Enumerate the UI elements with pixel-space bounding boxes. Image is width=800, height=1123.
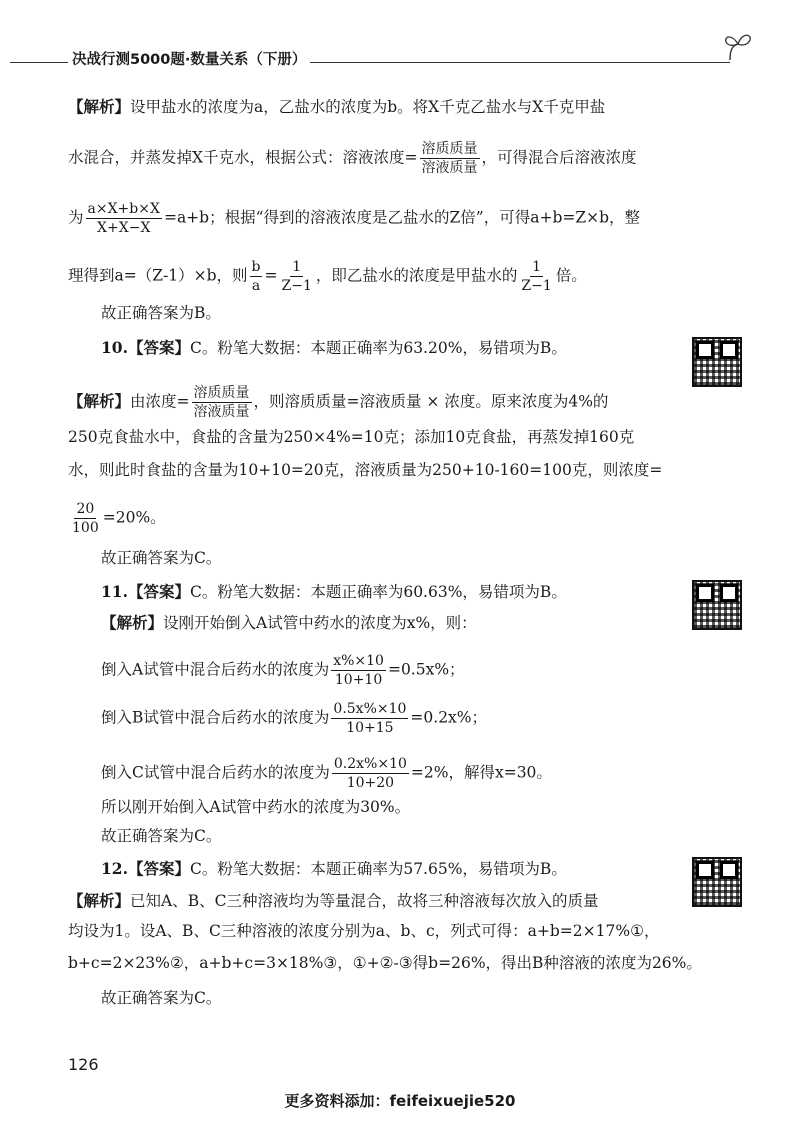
q9-conclusion: 故正确答案为B。: [101, 304, 221, 322]
text: =: [264, 266, 278, 285]
text: C。粉笔大数据：本题正确率为57.65%，易错项为B。: [189, 860, 567, 878]
numerator: 0.2x%×10: [333, 756, 407, 772]
q12-analysis-line-1: [68, 891, 598, 911]
header-rule-left: [10, 62, 68, 63]
q9-analysis-line-3: [68, 200, 640, 237]
text: ，可得混合后溶液浓度: [481, 148, 637, 167]
fraction: [420, 140, 480, 177]
text: =0.2x%；: [410, 708, 488, 727]
text: 已知A、B、C三种溶液均为等量混合，故将三种溶液每次放入的质量: [130, 892, 599, 910]
q10-conclusion: 故正确答案为C。: [101, 549, 222, 567]
numerator: 溶质质量: [421, 141, 478, 157]
fraction: [331, 652, 386, 689]
q11-step-b: [101, 700, 487, 737]
fraction: [192, 384, 252, 421]
text: 倒入C试管中混合后药水的浓度为: [101, 763, 330, 782]
text: C。粉笔大数据：本题正确率为63.20%，易错项为B。: [189, 339, 567, 357]
numerator: b: [251, 259, 261, 275]
fraction: [250, 258, 263, 295]
denominator: 10+10: [334, 672, 383, 688]
q11-step-c: [101, 755, 552, 792]
q11-answer: [101, 582, 567, 602]
text: 设刚开始倒入A试管中药水的浓度为x%，则：: [163, 614, 477, 632]
page-number: 126: [68, 1055, 99, 1074]
text: 倍。: [555, 266, 587, 285]
text: ，即乙盐水的浓度是甲盐水的: [315, 266, 518, 285]
running-header: 决战行测5000题·数量关系（下册）: [68, 48, 310, 69]
q11-conclusion: 故正确答案为C。: [101, 827, 222, 845]
numerator: 1: [292, 259, 302, 275]
q10-answer: [101, 338, 567, 358]
analysis-label: 【解析】: [68, 97, 131, 116]
q12-answer: [101, 859, 567, 879]
q9-analysis-line-2: [68, 140, 637, 177]
denominator: 10+15: [346, 720, 394, 736]
text: ，则溶质质量=溶液质量 × 浓度。原来浓度为4%的: [253, 392, 609, 411]
q10-analysis-line-2: 250克食盐水中，食盐的含量为250×4%=10克；添加10克食盐，再蒸发掉160克: [68, 428, 635, 446]
qr-code-icon[interactable]: [692, 337, 742, 387]
text: =2%，解得x=30。: [410, 763, 552, 782]
fraction: [519, 258, 553, 295]
fraction: [70, 500, 101, 537]
q9-analysis-line-4: [68, 258, 587, 295]
qr-code-icon[interactable]: [692, 580, 742, 630]
text: 倒入A试管中混合后药水的浓度为: [101, 660, 330, 679]
answer-label: 12.【答案】: [101, 859, 190, 878]
text: 由浓度=: [130, 392, 190, 411]
denominator: 10+20: [346, 775, 395, 791]
header-rule-right: [300, 62, 730, 63]
q10-analysis-line-1: [68, 384, 608, 421]
q12-analysis-line-3: b+c=2×23%②，a+b+c=3×18%③，①+②-③得b=26%，得出B种溶液的浓度为26%。: [68, 954, 702, 972]
q10-analysis-line-4: [68, 500, 166, 537]
fraction: [331, 700, 408, 737]
analysis-label: 【解析】: [101, 613, 164, 632]
qr-code-icon[interactable]: [692, 857, 742, 907]
fraction: [332, 755, 409, 792]
text: =0.5x%；: [387, 660, 465, 679]
answer-label: 11.【答案】: [101, 582, 190, 601]
denominator: a: [251, 278, 261, 294]
denominator: X+X−X: [97, 220, 151, 236]
footer-note: 更多资料添加：feifeixuejie520: [284, 1092, 516, 1110]
text: 倒入B试管中混合后药水的浓度为: [101, 708, 330, 727]
numerator: 溶质质量: [193, 385, 250, 401]
text: 理得到a=（Z-1）×b，则: [68, 266, 248, 285]
denominator: Z−1: [281, 278, 312, 294]
fraction: [86, 200, 162, 237]
q12-conclusion: 故正确答案为C。: [101, 989, 222, 1007]
fraction: [279, 258, 313, 295]
denominator: 溶液质量: [421, 160, 478, 176]
numerator: 1: [532, 259, 542, 275]
q11-result: 所以刚开始倒入A试管中药水的浓度为30%。: [101, 798, 411, 816]
text: 水混合，并蒸发掉X千克水，根据公式：溶液浓度=: [68, 148, 418, 167]
numerator: a×X+b×X: [87, 201, 160, 217]
answer-label: 10.【答案】: [101, 338, 190, 357]
text: =20%。: [102, 508, 166, 527]
text: 设甲盐水的浓度为a，乙盐水的浓度为b。将X千克乙盐水与X千克甲盐: [130, 98, 606, 116]
sprout-icon: [722, 30, 756, 62]
numerator: x%×10: [333, 653, 384, 669]
q9-analysis-line-1: [68, 97, 605, 117]
q10-analysis-line-3: 水，则此时食盐的含量为10+10=20克，溶液质量为250+10-160=100克，则浓度=: [68, 461, 663, 479]
denominator: Z−1: [521, 278, 552, 294]
q11-analysis-line-1: [101, 613, 477, 633]
numerator: 0.5x%×10: [333, 701, 407, 717]
analysis-label: 【解析】: [68, 391, 131, 411]
q11-step-a: [101, 652, 465, 689]
text: =a+b；根据“得到的溶液浓度是乙盐水的Z倍”，可得a+b=Z×b，整: [163, 208, 641, 227]
text: C。粉笔大数据：本题正确率为60.63%，易错项为B。: [189, 583, 567, 601]
q12-analysis-line-2: 均设为1。设A、B、C三种溶液的浓度分别为a、b、c，列式可得：a+b=2×17%①，: [68, 922, 660, 940]
denominator: 100: [72, 520, 99, 536]
text: 为: [68, 208, 84, 227]
denominator: 溶液质量: [193, 404, 250, 420]
numerator: 20: [76, 501, 95, 517]
analysis-label: 【解析】: [68, 891, 131, 910]
